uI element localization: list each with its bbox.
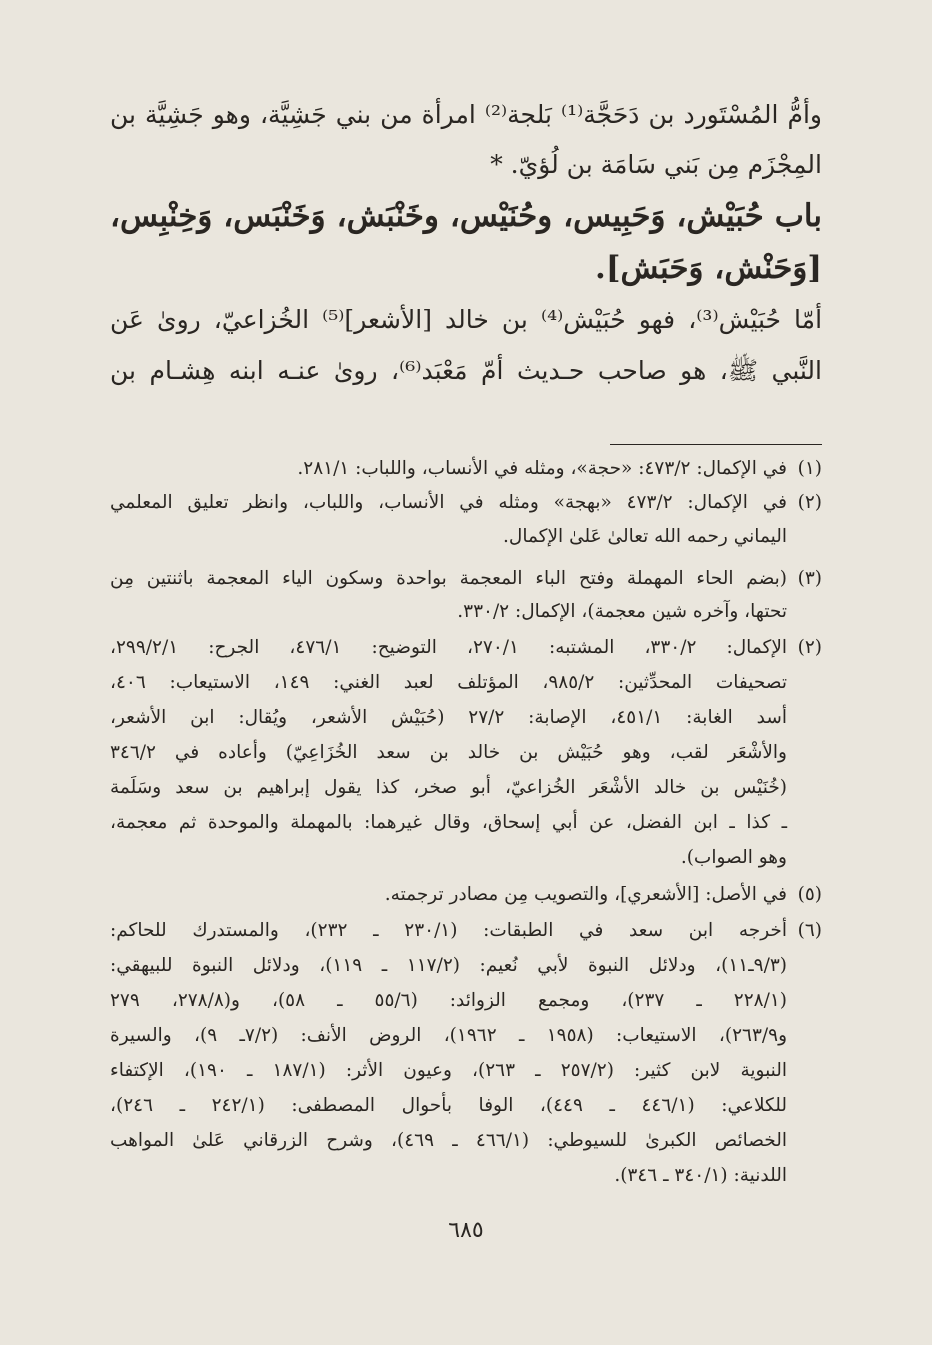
- footnote-line: ـ كذا ـ ابن الفضل، عن أبي إسحاق، وقال غيرهما: بالمهملة والموحدة ثم معجمة،: [110, 812, 787, 833]
- footnote-line: أخرجه ابن سعد في الطبقات: (٢٣٠/١ ـ ٢٣٢)، والمستدرك للحاكم:: [110, 920, 787, 941]
- footnote-line: النبوية لابن كثير: (٢٥٧/٢ ـ ٢٦٣)، وعيون الأثر: (١٨٧/١ ـ ١٩٠)، الإكتفاء: [110, 1060, 788, 1081]
- footnote-number: (٢): [797, 637, 822, 658]
- footnote-line: (خُنَيْس بن خالد الأشْعَر الخُزاعيّ، أبو صخر، كذا يقول إبراهيم بن سعد وسَلَمة: [110, 777, 787, 798]
- footnote-line: (٩/٣ـ١١)، ودلائل النبوة لأبي نُعيم: (١١٧/٢ ـ ١١٩)، ودلائل النبوة للبيهقي:: [110, 955, 787, 976]
- footnote-line: و٢٦٣/٩)، الاستيعاب: (١٩٥٨ ـ ١٩٦٢)، الروض الأنف: (٧/٢ـ ٩)، والسيرة: [110, 1025, 787, 1046]
- paragraph-line-2: النَّبي ﷺ، هو صاحب حـديث أمّ مَعْبَد⁽⁶⁾، روىٰ عنـه ابنه هِشـام بن: [110, 356, 822, 385]
- footnote-line: اليماني رحمه الله تعالىٰ عَلىٰ الإكمال.: [503, 526, 787, 547]
- footnote-number: (١): [797, 458, 822, 479]
- footnote-line: وهو الصواب).: [680, 847, 787, 868]
- footnote-number: (٢): [797, 492, 822, 513]
- footnote-number: (٣): [797, 568, 822, 589]
- footnote-number: (٦): [797, 920, 822, 941]
- footnote-line: تحتها، وآخره شين معجمة)، الإكمال: ٣٣٠/٢.: [457, 601, 787, 622]
- footnote-number: (٥): [797, 884, 822, 905]
- footnote-line: (٢٢٨/١ ـ ٢٣٧)، ومجمع الزوائد: (٥٥/٦ ـ ٥٨)، و(٢٧٨/٨، ٢٧٩: [110, 990, 787, 1011]
- footnote-line: اللدنية: (٣٤٠/١ ـ ٣٤٦).: [614, 1165, 787, 1186]
- footnote-separator: [610, 444, 822, 445]
- footnote-line: للكلاعي: (٤٤٦/١ ـ ٤٤٩)، الوفا بأحوال المصطفى: (٢٤٢/١ ـ ٢٤٦)،: [110, 1095, 787, 1116]
- paragraph-line-1: أمّا حُبَيْش⁽³⁾، فهو حُبَيْش⁽⁴⁾ بن خالد [الأشعر]⁽⁵⁾ الخُزاعيّ، روىٰ عَن: [110, 305, 823, 334]
- footnote-line: (بضم الحاء المهملة وفتح الباء المعجمة بواحدة وسكون الياء المعجمة باثنتين مِن: [110, 568, 787, 589]
- footnote-line: والأشْعَر لقب، وهو حُبَيْش بن خالد بن سعد الخُزَاعِيّ) وأعاده في ٣٤٦/٢: [110, 742, 787, 763]
- body-line-1: وأمُّ المُسْتَورد بن دَحَجَّة⁽¹⁾ بَلجة⁽²⁾ امرأة من بني جَشِيَّة، وهو جَشِيَّة بن: [110, 100, 822, 129]
- body-line-2: المِجْزَم مِن بَني سَامَة بن لُؤيّ. *: [490, 150, 822, 179]
- footnote-line: الإكمال: ٣٣٠/٢، المشتبه: ٢٧٠/١، التوضيح: ٤٧٦/١، الجرح: ٢٩٩/٢/١،: [110, 637, 788, 658]
- section-heading-line-2: [وَحَنْش، وَحَبَش].: [595, 250, 822, 286]
- footnote-line: في الإكمال: ٤٧٣/٢ «بهجة» ومثله في الأنساب، واللباب، وانظر تعليق المعلمي: [110, 492, 787, 513]
- footnote-line: في الإكمال: ٤٧٣/٢: «حجة»، ومثله في الأنساب، واللباب: ٢٨١/١.: [297, 458, 787, 479]
- page-number: ٦٨٥: [448, 1218, 484, 1243]
- section-heading-line-1: باب حُبَيْش، وَحَبِيس، وحُنَيْس، وخَنْبَش، وَخَنْبَس، وَخِنْبِس،: [110, 198, 822, 234]
- footnote-line: أسد الغابة: ٤٥١/١، الإصابة: ٢٧/٢ (حُبَيْش الأشعر، ويُقال: ابن الأشعر،: [110, 707, 787, 728]
- footnote-line: الخصائص الكبرىٰ للسيوطي: (٤٦٦/١ ـ ٤٦٩)، وشرح الزرقاني عَلىٰ المواهب: [110, 1130, 787, 1151]
- footnote-line: تصحيفات المحدِّثين: ٩٨٥/٢، المؤتلف لعبد الغني: ١٤٩، الاستيعاب: ٤٠٦،: [110, 672, 787, 693]
- footnote-line: في الأصل: [الأشعري]، والتصويب مِن مصادر ترجمته.: [384, 884, 787, 905]
